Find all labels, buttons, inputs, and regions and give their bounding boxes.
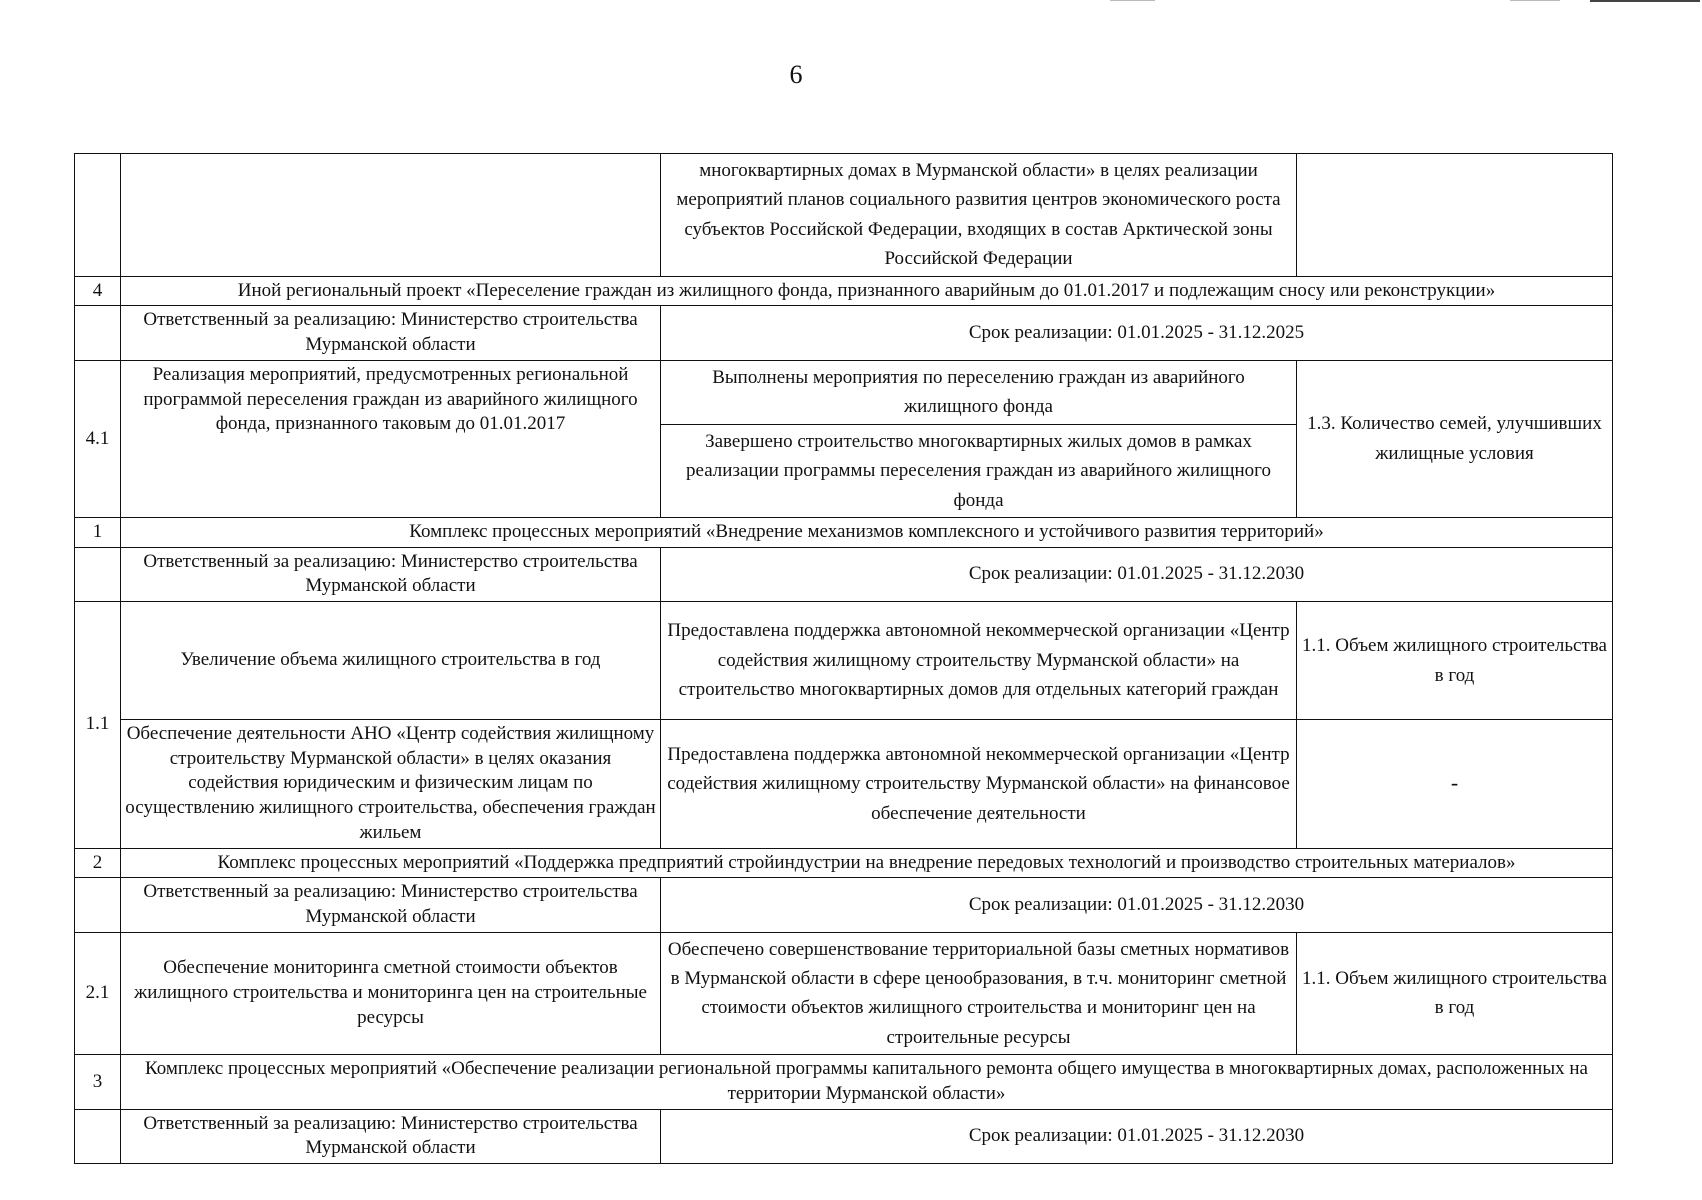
section-title: Комплекс процессных мероприятий «Внедрение механизмов комплексного и устойчивого развития территорий» bbox=[121, 518, 1613, 548]
result-cell: многоквартирных домах в Мурманской области» в целях реализации мероприятий планов социального развития центров экономического роста субъектов Российской Федерации, входящих в состав Арктической зоны Российской Федерации bbox=[661, 154, 1297, 277]
term-cell: Срок реализации: 01.01.2025 - 31.12.2025 bbox=[661, 306, 1613, 360]
table-row bbox=[75, 360, 1613, 424]
table-row bbox=[75, 602, 1613, 720]
responsible-cell: Ответственный за реализацию: Министерство строительства Мурманской области bbox=[121, 547, 661, 601]
task-cell: Обеспечение деятельности АНО «Центр содействия жилищному строительству Мурманской области» в целях оказания содействия юридическим и физическим лицам по осуществлению жилищного строительства, обеспечения граждан жильем bbox=[121, 720, 661, 848]
responsible-row bbox=[75, 1109, 1613, 1163]
task-cell: Обеспечение мониторинга сметной стоимости объектов жилищного строительства и мониторинга цен на строительные ресурсы bbox=[121, 932, 661, 1055]
responsible-row bbox=[75, 547, 1613, 601]
row-number: 2.1 bbox=[75, 932, 121, 1055]
project-structure-table bbox=[74, 153, 1613, 1164]
section-header-row bbox=[75, 518, 1613, 548]
indicator-cell: 1.1. Объем жилищного строительства в год bbox=[1297, 602, 1613, 720]
term-cell: Срок реализации: 01.01.2025 - 31.12.2030 bbox=[661, 878, 1613, 932]
result-cell: Предоставлена поддержка автономной некоммерческой организации «Центр содействия жилищному строительству Мурманской области» на финансовое обеспечение деятельности bbox=[661, 720, 1297, 848]
responsible-row bbox=[75, 306, 1613, 360]
section-title: Комплекс процессных мероприятий «Поддержка предприятий стройиндустрии на внедрение передовых технологий и производство строительных материалов» bbox=[121, 848, 1613, 878]
table-row bbox=[75, 932, 1613, 1055]
number-cell bbox=[75, 547, 121, 601]
result-cell: Завершено строительство многоквартирных жилых домов в рамках реализации программы переселения граждан из аварийного жилищного фонда bbox=[661, 424, 1297, 517]
page-number bbox=[0, 60, 1702, 90]
section-header-row bbox=[75, 848, 1613, 878]
indicator-cell: 1.1. Объем жилищного строительства в год bbox=[1297, 932, 1613, 1055]
table-row bbox=[75, 720, 1613, 848]
task-cell: Увеличение объема жилищного строительства в год bbox=[121, 602, 661, 720]
row-number: 1.1 bbox=[75, 602, 121, 848]
term-cell: Срок реализации: 01.01.2025 - 31.12.2030 bbox=[661, 547, 1613, 601]
row-number: 4.1 bbox=[75, 360, 121, 517]
number-cell bbox=[75, 154, 121, 277]
scan-edge-mark bbox=[1590, 0, 1700, 2]
responsible-cell: Ответственный за реализацию: Министерство строительства Мурманской области bbox=[121, 878, 661, 932]
section-title: Комплекс процессных мероприятий «Обеспечение реализации региональной программы капитального ремонта общего имущества в многоквартирных домах, расположенных на территории Мурманской области» bbox=[121, 1055, 1613, 1109]
indicator-cell: 1.3. Количество семей, улучшивших жилищные условия bbox=[1297, 360, 1613, 517]
result-cell: Обеспечено совершенствование территориальной базы сметных нормативов в Мурманской области в сфере ценообразования, в т.ч. мониторинг сметной стоимости объектов жилищного строительства и мониторинг цен на строительные ресурсы bbox=[661, 932, 1297, 1055]
section-number: 3 bbox=[75, 1055, 121, 1109]
indicator-cell: - bbox=[1297, 720, 1613, 848]
task-cell: Реализация мероприятий, предусмотренных региональной программой переселения граждан из аварийного жилищного фонда, признанного таковым до 01.01.2017 bbox=[121, 360, 661, 517]
section-number: 2 bbox=[75, 848, 121, 878]
task-cell bbox=[121, 154, 661, 277]
number-cell bbox=[75, 878, 121, 932]
section-title: Иной региональный проект «Переселение граждан из жилищного фонда, признанного аварийным до 01.01.2017 и подлежащим сносу или реконструкции» bbox=[121, 276, 1613, 306]
responsible-cell: Ответственный за реализацию: Министерство строительства Мурманской области bbox=[121, 1109, 661, 1163]
section-header-row bbox=[75, 1055, 1613, 1109]
responsible-row bbox=[75, 878, 1613, 932]
number-cell bbox=[75, 1109, 121, 1163]
responsible-cell: Ответственный за реализацию: Министерство строительства Мурманской области bbox=[121, 306, 661, 360]
number-cell bbox=[75, 306, 121, 360]
section-number: 4 bbox=[75, 276, 121, 306]
section-number: 1 bbox=[75, 518, 121, 548]
indicator-cell bbox=[1297, 154, 1613, 277]
table-row bbox=[75, 154, 1613, 277]
section-header-row bbox=[75, 276, 1613, 306]
scan-edge-mark bbox=[1510, 0, 1560, 1]
term-cell: Срок реализации: 01.01.2025 - 31.12.2030 bbox=[661, 1109, 1613, 1163]
result-cell: Предоставлена поддержка автономной некоммерческой организации «Центр содействия жилищному строительству Мурманской области» на строительство многоквартирных домов для отдельных категорий граждан bbox=[661, 602, 1297, 720]
scan-edge-mark bbox=[1110, 0, 1155, 1]
page-number-text: 6 bbox=[789, 60, 803, 89]
result-cell: Выполнены мероприятия по переселению граждан из аварийного жилищного фонда bbox=[661, 360, 1297, 424]
